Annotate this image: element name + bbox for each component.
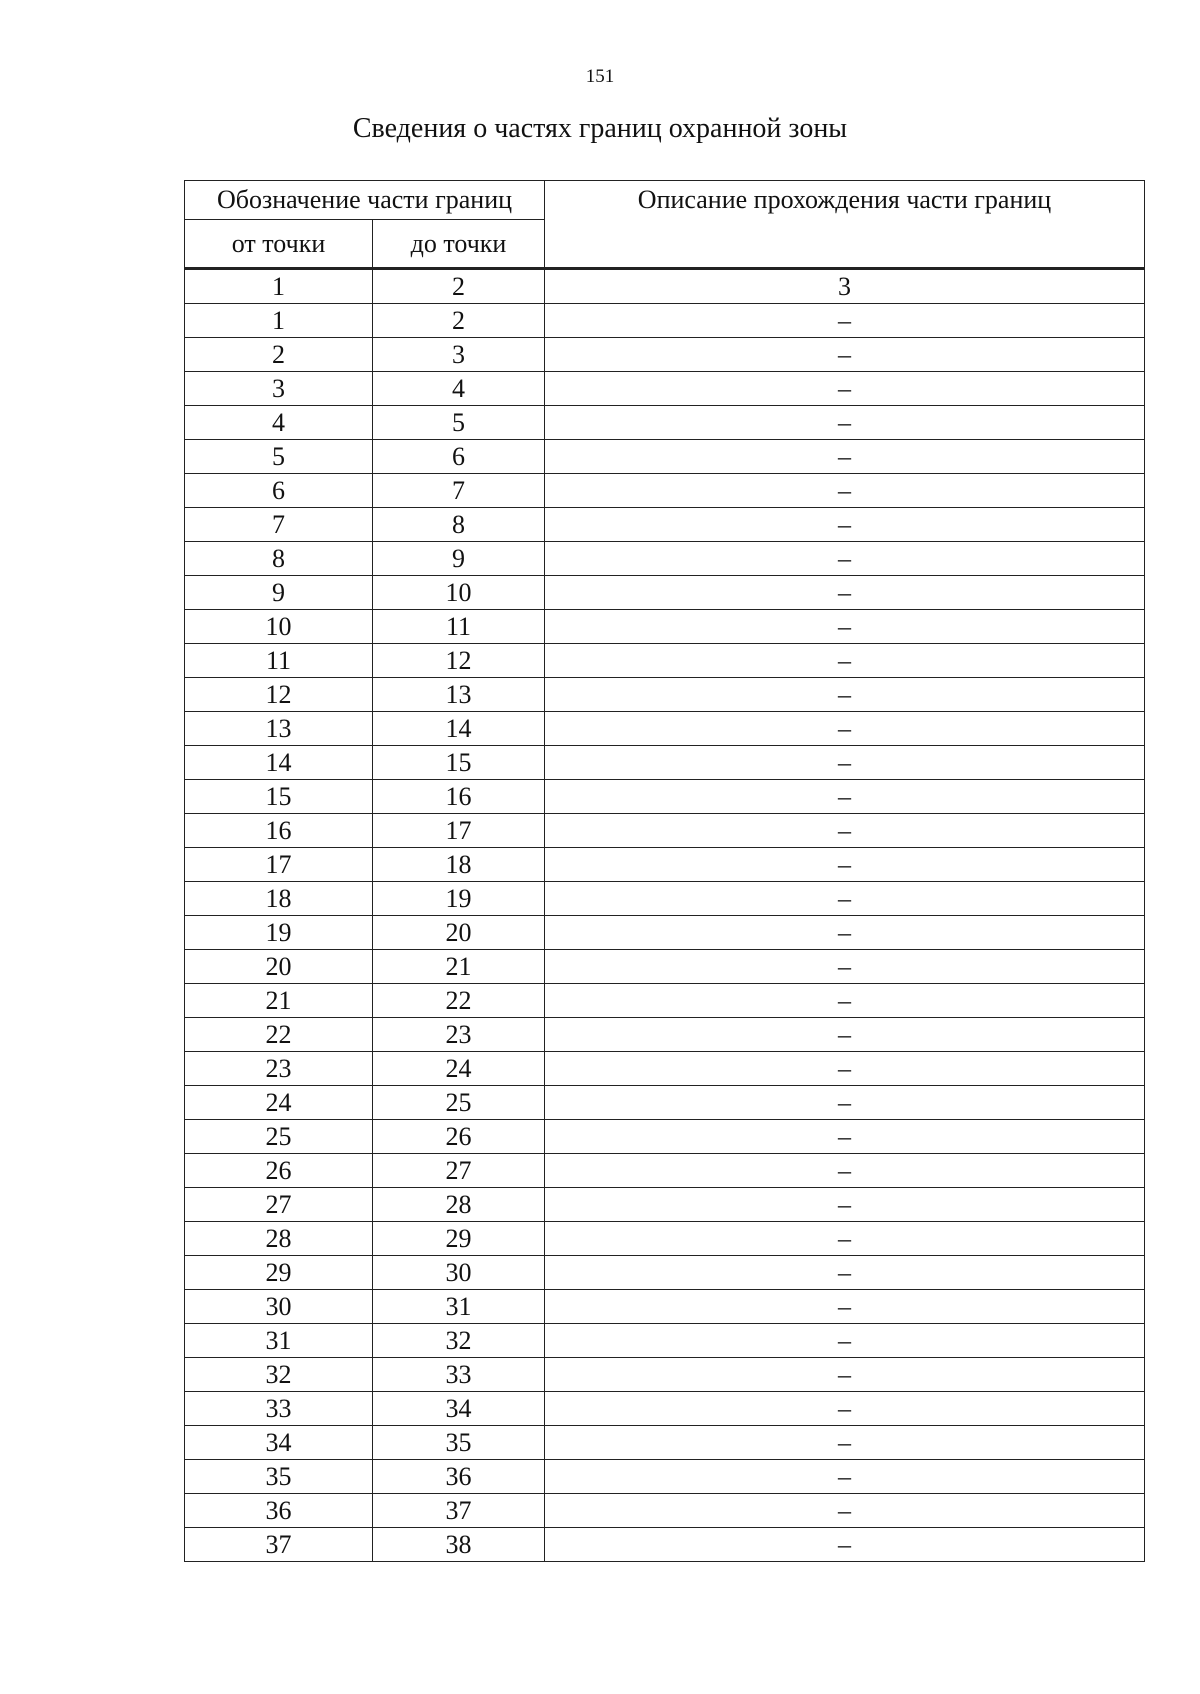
table-row xyxy=(185,1392,1145,1426)
description-cell: – xyxy=(545,678,1145,712)
table-row xyxy=(185,1460,1145,1494)
table-row xyxy=(185,508,1145,542)
from-point-cell: 35 xyxy=(185,1460,373,1494)
table-row xyxy=(185,576,1145,610)
to-point-cell: 34 xyxy=(373,1392,545,1426)
table-row xyxy=(185,678,1145,712)
table-row xyxy=(185,1426,1145,1460)
table-row xyxy=(185,814,1145,848)
table-row xyxy=(185,882,1145,916)
description-cell: – xyxy=(545,1494,1145,1528)
table-row xyxy=(185,950,1145,984)
description-cell: – xyxy=(545,1222,1145,1256)
table-row xyxy=(185,304,1145,338)
table-row xyxy=(185,1188,1145,1222)
from-point-cell: 16 xyxy=(185,814,373,848)
to-point-cell: 9 xyxy=(373,542,545,576)
table-row xyxy=(185,1086,1145,1120)
description-cell: – xyxy=(545,644,1145,678)
from-point-cell: 37 xyxy=(185,1528,373,1562)
from-point-cell: 2 xyxy=(185,338,373,372)
from-point-cell: 26 xyxy=(185,1154,373,1188)
from-point-cell: 5 xyxy=(185,440,373,474)
to-point-cell: 23 xyxy=(373,1018,545,1052)
from-point-cell: 9 xyxy=(185,576,373,610)
description-cell: – xyxy=(545,1528,1145,1562)
description-cell: – xyxy=(545,576,1145,610)
table-row xyxy=(185,848,1145,882)
from-point-cell: 33 xyxy=(185,1392,373,1426)
from-point-cell: 29 xyxy=(185,1256,373,1290)
description-cell: – xyxy=(545,1324,1145,1358)
from-point-cell: 18 xyxy=(185,882,373,916)
to-point-cell: 29 xyxy=(373,1222,545,1256)
boundary-parts-table xyxy=(184,180,1145,1562)
from-point-cell: 31 xyxy=(185,1324,373,1358)
description-cell: – xyxy=(545,1290,1145,1324)
from-point-cell: 17 xyxy=(185,848,373,882)
to-point-cell: 13 xyxy=(373,678,545,712)
table-row xyxy=(185,984,1145,1018)
description-cell: – xyxy=(545,508,1145,542)
from-point-cell: 28 xyxy=(185,1222,373,1256)
to-point-cell: 10 xyxy=(373,576,545,610)
from-point-cell: 10 xyxy=(185,610,373,644)
description-cell: – xyxy=(545,1426,1145,1460)
description-cell: – xyxy=(545,1392,1145,1426)
to-point-cell: 21 xyxy=(373,950,545,984)
to-point-cell: 17 xyxy=(373,814,545,848)
description-cell: – xyxy=(545,474,1145,508)
from-point-cell: 22 xyxy=(185,1018,373,1052)
table-row xyxy=(185,1256,1145,1290)
description-cell: – xyxy=(545,882,1145,916)
from-point-cell: 1 xyxy=(185,304,373,338)
to-point-cell: 35 xyxy=(373,1426,545,1460)
table-row xyxy=(185,1358,1145,1392)
description-cell: – xyxy=(545,916,1145,950)
description-cell: – xyxy=(545,712,1145,746)
to-point-cell: 14 xyxy=(373,712,545,746)
description-cell: – xyxy=(545,746,1145,780)
to-point-cell: 4 xyxy=(373,372,545,406)
table-header-row xyxy=(185,181,1145,220)
from-point-cell: 20 xyxy=(185,950,373,984)
description-cell: – xyxy=(545,542,1145,576)
table-row xyxy=(185,1052,1145,1086)
to-point-cell: 27 xyxy=(373,1154,545,1188)
description-cell: – xyxy=(545,372,1145,406)
from-point-cell: 15 xyxy=(185,780,373,814)
description-cell: – xyxy=(545,1120,1145,1154)
description-cell: – xyxy=(545,338,1145,372)
page-title: Сведения о частях границ охранной зоны xyxy=(352,113,848,144)
to-point-cell: 37 xyxy=(373,1494,545,1528)
column-number: 2 xyxy=(373,269,545,304)
to-point-cell: 28 xyxy=(373,1188,545,1222)
to-point-cell: 11 xyxy=(373,610,545,644)
table-row xyxy=(185,440,1145,474)
column-number: 1 xyxy=(185,269,373,304)
column-number-row xyxy=(185,269,1145,304)
header-to-point: до точки xyxy=(373,220,545,269)
to-point-cell: 25 xyxy=(373,1086,545,1120)
description-cell: – xyxy=(545,406,1145,440)
from-point-cell: 12 xyxy=(185,678,373,712)
table-row xyxy=(185,542,1145,576)
table-row xyxy=(185,1528,1145,1562)
from-point-cell: 27 xyxy=(185,1188,373,1222)
from-point-cell: 36 xyxy=(185,1494,373,1528)
from-point-cell: 34 xyxy=(185,1426,373,1460)
description-cell: – xyxy=(545,440,1145,474)
from-point-cell: 25 xyxy=(185,1120,373,1154)
from-point-cell: 32 xyxy=(185,1358,373,1392)
from-point-cell: 21 xyxy=(185,984,373,1018)
table-row xyxy=(185,1290,1145,1324)
to-point-cell: 32 xyxy=(373,1324,545,1358)
table-row xyxy=(185,780,1145,814)
to-point-cell: 8 xyxy=(373,508,545,542)
to-point-cell: 38 xyxy=(373,1528,545,1562)
table-row xyxy=(185,644,1145,678)
description-cell: – xyxy=(545,1188,1145,1222)
description-cell: – xyxy=(545,1086,1145,1120)
to-point-cell: 2 xyxy=(373,304,545,338)
from-point-cell: 13 xyxy=(185,712,373,746)
to-point-cell: 26 xyxy=(373,1120,545,1154)
from-point-cell: 30 xyxy=(185,1290,373,1324)
from-point-cell: 24 xyxy=(185,1086,373,1120)
table-row xyxy=(185,712,1145,746)
description-cell: – xyxy=(545,1018,1145,1052)
to-point-cell: 20 xyxy=(373,916,545,950)
to-point-cell: 12 xyxy=(373,644,545,678)
to-point-cell: 24 xyxy=(373,1052,545,1086)
header-boundary-designation: Обозначение части границ xyxy=(185,181,545,220)
to-point-cell: 22 xyxy=(373,984,545,1018)
to-point-cell: 33 xyxy=(373,1358,545,1392)
to-point-cell: 5 xyxy=(373,406,545,440)
description-cell: – xyxy=(545,984,1145,1018)
description-cell: – xyxy=(545,814,1145,848)
table-row xyxy=(185,474,1145,508)
to-point-cell: 3 xyxy=(373,338,545,372)
table-row xyxy=(185,372,1145,406)
header-from-point: от точки xyxy=(185,220,373,269)
from-point-cell: 19 xyxy=(185,916,373,950)
to-point-cell: 18 xyxy=(373,848,545,882)
table-row xyxy=(185,1120,1145,1154)
table-row xyxy=(185,1154,1145,1188)
to-point-cell: 15 xyxy=(373,746,545,780)
from-point-cell: 8 xyxy=(185,542,373,576)
from-point-cell: 4 xyxy=(185,406,373,440)
from-point-cell: 14 xyxy=(185,746,373,780)
to-point-cell: 16 xyxy=(373,780,545,814)
to-point-cell: 31 xyxy=(373,1290,545,1324)
description-cell: – xyxy=(545,1460,1145,1494)
table-row xyxy=(185,746,1145,780)
table-row xyxy=(185,916,1145,950)
table-row xyxy=(185,610,1145,644)
description-cell: – xyxy=(545,610,1145,644)
description-cell: – xyxy=(545,1256,1145,1290)
from-point-cell: 3 xyxy=(185,372,373,406)
header-boundary-description: Описание прохождения части границ xyxy=(545,181,1145,269)
from-point-cell: 23 xyxy=(185,1052,373,1086)
from-point-cell: 6 xyxy=(185,474,373,508)
column-number: 3 xyxy=(545,269,1145,304)
description-cell: – xyxy=(545,1358,1145,1392)
from-point-cell: 11 xyxy=(185,644,373,678)
to-point-cell: 6 xyxy=(373,440,545,474)
from-point-cell: 7 xyxy=(185,508,373,542)
to-point-cell: 19 xyxy=(373,882,545,916)
description-cell: – xyxy=(545,848,1145,882)
table-row xyxy=(185,1324,1145,1358)
table-row xyxy=(185,1018,1145,1052)
description-cell: – xyxy=(545,1052,1145,1086)
table-row xyxy=(185,1222,1145,1256)
to-point-cell: 36 xyxy=(373,1460,545,1494)
table-row xyxy=(185,406,1145,440)
description-cell: – xyxy=(545,950,1145,984)
description-cell: – xyxy=(545,304,1145,338)
description-cell: – xyxy=(545,1154,1145,1188)
table-row xyxy=(185,1494,1145,1528)
table-row xyxy=(185,338,1145,372)
to-point-cell: 7 xyxy=(373,474,545,508)
description-cell: – xyxy=(545,780,1145,814)
to-point-cell: 30 xyxy=(373,1256,545,1290)
page-number: 151 xyxy=(585,66,615,87)
